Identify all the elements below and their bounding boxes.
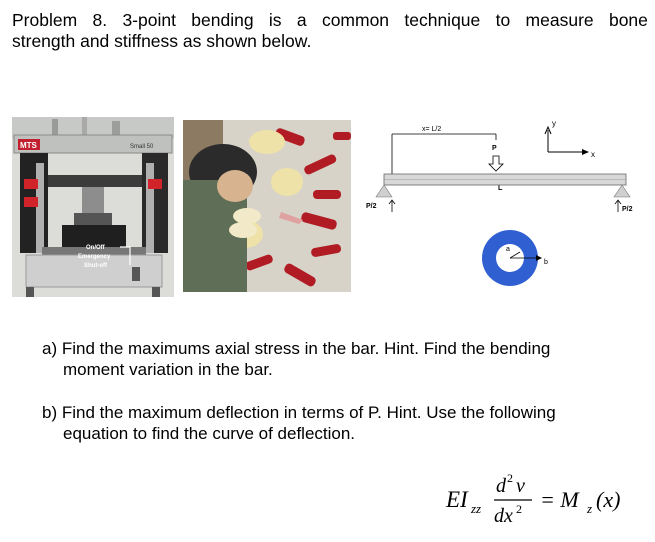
testing-machine-illustration bbox=[12, 117, 174, 297]
numerator-power: 2 bbox=[507, 471, 513, 485]
numerator-d: d bbox=[496, 475, 506, 497]
question-b-line1 bbox=[42, 402, 642, 423]
question-a-line1 bbox=[42, 338, 642, 359]
right-support-icon bbox=[614, 185, 630, 197]
problem-intro bbox=[12, 10, 648, 52]
x-axis-label: x bbox=[591, 150, 595, 159]
load-label: P bbox=[492, 145, 497, 152]
intro-word: measure bbox=[525, 10, 594, 30]
rhs-subscript: z bbox=[587, 501, 593, 516]
question-marker: b) bbox=[42, 403, 58, 422]
intro-word: common bbox=[321, 10, 390, 30]
mid-span-label: x= L/2 bbox=[422, 126, 442, 133]
bone-specimens-illustration bbox=[183, 120, 351, 292]
denominator: dx bbox=[494, 505, 513, 527]
switch-label-2: Emergency bbox=[78, 254, 111, 260]
question-text: Find the maximum deflection in terms of P. Hint. Use the following bbox=[61, 403, 556, 422]
up-arrow-icon bbox=[389, 200, 395, 212]
cross-section bbox=[482, 230, 548, 286]
deflection-equation bbox=[438, 470, 648, 530]
question-marker: a) bbox=[42, 339, 58, 358]
three-point-bending-diagram bbox=[358, 112, 643, 297]
numerator-var: v bbox=[516, 475, 525, 497]
question-a-line2: moment variation in the bar. bbox=[63, 360, 273, 379]
mid-span-dimension bbox=[392, 126, 496, 174]
rhs-argument: (x) bbox=[596, 487, 621, 512]
intro-word: Problem bbox=[12, 10, 78, 30]
intro-word: 3-point bbox=[122, 10, 176, 30]
left-support bbox=[366, 185, 395, 212]
up-arrow-icon bbox=[615, 200, 621, 212]
question-a bbox=[42, 338, 642, 380]
left-reaction-label: P/2 bbox=[366, 203, 377, 210]
bone-specimens-photo bbox=[183, 120, 351, 292]
right-reaction-label: P/2 bbox=[622, 206, 633, 213]
load-arrow bbox=[489, 145, 503, 171]
down-arrow-icon bbox=[489, 156, 503, 171]
inner-radius-label: a bbox=[506, 246, 510, 253]
x-axis-arrow-icon bbox=[582, 149, 589, 155]
intro-word: bending bbox=[191, 10, 254, 30]
machine-model-text: Small 50 bbox=[130, 144, 154, 150]
intro-word: technique bbox=[404, 10, 481, 30]
switch-label-1: On/Off bbox=[86, 245, 105, 251]
question-b-line2: equation to find the curve of deflection. bbox=[63, 424, 356, 443]
y-axis-label: y bbox=[552, 119, 556, 128]
length-label: L bbox=[498, 185, 503, 192]
switch-label-3: Shut-off bbox=[84, 263, 107, 269]
intro-word: is bbox=[268, 10, 282, 30]
ei-subscript: zz bbox=[471, 501, 482, 516]
rhs-term: = M bbox=[540, 487, 579, 512]
mts-logo-text: MTS bbox=[20, 141, 37, 150]
right-support bbox=[614, 185, 633, 213]
denominator-power: 2 bbox=[516, 502, 522, 516]
left-support-icon bbox=[376, 185, 392, 197]
intro-word: bone bbox=[608, 10, 648, 30]
problem-intro-line1 bbox=[12, 10, 648, 31]
question-text: Find the maximums axial stress in the bar. Hint. Find the bending bbox=[61, 339, 551, 358]
ei-term: EI bbox=[446, 487, 468, 512]
outer-radius-label: b bbox=[544, 259, 548, 266]
problem-intro-line2: strength and stiffness as shown below. bbox=[12, 31, 312, 51]
coordinate-axes bbox=[545, 119, 595, 159]
radius-arrow-icon bbox=[536, 255, 542, 261]
intro-word: 8. bbox=[92, 10, 108, 30]
question-b bbox=[42, 402, 642, 444]
beam bbox=[384, 174, 626, 185]
intro-word: to bbox=[495, 10, 511, 30]
intro-word: a bbox=[296, 10, 307, 30]
testing-machine-photo bbox=[12, 117, 174, 297]
